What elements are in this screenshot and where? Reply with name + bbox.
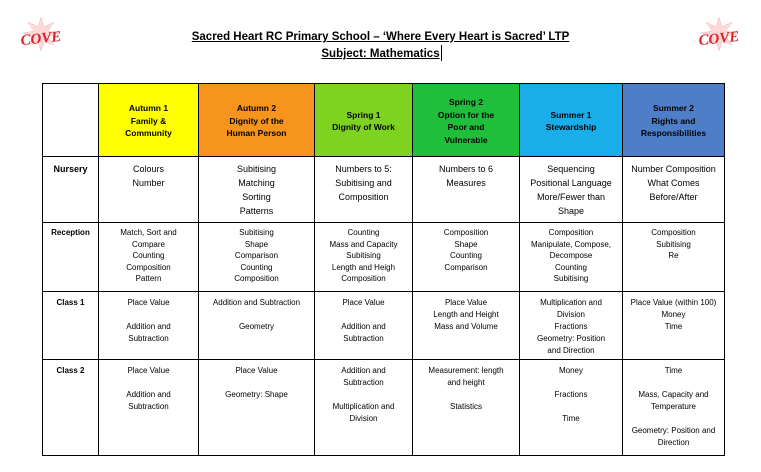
- cell-line: Addition and Subtraction: [212, 298, 301, 307]
- term-header-line: Human Person: [226, 128, 287, 139]
- term-header-line: Vulnerable: [444, 134, 488, 145]
- cell-line: Compare: [132, 239, 165, 249]
- row-label-class1: Class 1: [43, 292, 99, 360]
- document-header: [0, 29, 761, 63]
- term-header-line: Community: [125, 128, 172, 139]
- cell-line: Subitising and: [335, 178, 392, 188]
- ltp-table: [42, 83, 725, 456]
- cell-line: Subitising: [553, 274, 589, 283]
- cell-line: Temperature: [651, 402, 696, 411]
- row-label-nursery: Nursery: [43, 157, 99, 223]
- cell-line: Colours: [132, 164, 164, 174]
- document-title: Sacred Heart RC Primary School – ‘Where Every Heart is Sacred’ LTP: [191, 31, 570, 43]
- cell-class2-summer2: [623, 360, 725, 456]
- cell-class1-autumn1: [99, 292, 199, 360]
- cell-line: Geometry: Position: [536, 334, 606, 343]
- cell-line: Decompose: [549, 251, 593, 260]
- term-header-summer1: [520, 84, 623, 157]
- cell-line: Multiplication and: [332, 402, 395, 411]
- cell-line: Counting: [347, 228, 380, 237]
- cell-line: Shape: [244, 239, 269, 249]
- cell-line: Addition and: [341, 366, 386, 375]
- cell-class1-summer2: [623, 292, 725, 360]
- cell-line: Counting: [554, 262, 588, 272]
- cell-line: Subtraction: [343, 378, 384, 387]
- term-header-line: Poor and: [447, 122, 485, 132]
- cell-line: Time: [562, 414, 580, 423]
- cell-line: Place Value: [127, 298, 170, 307]
- cell-line: [318, 309, 409, 321]
- corner-cell: [43, 84, 99, 157]
- cell-line: Direction: [657, 438, 690, 447]
- cell-line: What Comes: [647, 178, 700, 188]
- cell-line: Place Value: [444, 298, 488, 307]
- cell-line: Counting: [132, 251, 165, 260]
- term-header-line: Stewardship: [545, 122, 597, 132]
- cell-line: Length and Heigh: [331, 262, 396, 272]
- row-reception: [43, 223, 725, 292]
- cell-line: Comparison: [234, 251, 279, 260]
- cell-reception-autumn2: [199, 223, 315, 292]
- term-header-line: Spring 2: [448, 97, 483, 107]
- cell-line: Addition and: [341, 322, 386, 331]
- term-header-autumn2: [199, 84, 315, 157]
- cell-line: Shape: [557, 206, 585, 216]
- cell-line: and Direction: [547, 346, 595, 355]
- cell-line: [102, 377, 195, 389]
- cell-line: Subitising: [346, 251, 381, 260]
- cell-line: Before/After: [649, 192, 698, 202]
- row-class1: [43, 292, 725, 360]
- cell-line: Re: [668, 251, 679, 260]
- cell-line: [626, 377, 721, 389]
- document-subject: Subject: Mathematics: [321, 48, 440, 60]
- term-header-line: Summer 2: [652, 103, 695, 114]
- cell-line: Time: [664, 322, 683, 331]
- cell-line: [202, 377, 311, 389]
- cell-line: Multiplication and: [540, 298, 602, 307]
- cell-line: [416, 389, 516, 401]
- cove-logo-text: COVE: [19, 28, 63, 50]
- cell-line: Composition: [651, 228, 696, 237]
- cell-line: and height: [447, 378, 485, 387]
- cell-line: Fractions: [554, 322, 588, 331]
- cell-line: Comparison: [444, 262, 488, 272]
- cell-nursery-autumn2: [199, 157, 315, 223]
- term-header-line: Dignity of Work: [332, 122, 395, 132]
- cell-line: Composition: [443, 228, 489, 237]
- text-cursor: [441, 45, 442, 61]
- term-header-line: Autumn 1: [128, 103, 169, 114]
- cell-reception-spring1: [315, 223, 413, 292]
- cell-line: Measurement: length: [428, 366, 504, 375]
- cell-line: Mass and Capacity: [329, 239, 398, 249]
- cell-line: Place Value (within 100): [630, 298, 717, 307]
- row-nursery: [43, 157, 725, 223]
- cell-reception-summer2: [623, 223, 725, 292]
- cell-line: Numbers to 5:: [335, 164, 392, 174]
- cell-line: [626, 413, 721, 425]
- cell-line: Geometry: [238, 322, 275, 331]
- cell-line: [102, 309, 195, 321]
- cell-line: Composition: [548, 228, 594, 237]
- cell-nursery-spring2: [413, 157, 520, 223]
- cell-reception-spring2: [413, 223, 520, 292]
- cell-line: Division: [349, 414, 378, 423]
- cell-line: Composition: [341, 274, 386, 283]
- cell-class2-autumn1: [99, 360, 199, 456]
- row-label-class2: Class 2: [43, 360, 99, 456]
- cell-nursery-autumn1: [99, 157, 199, 223]
- cell-line: Patterns: [239, 206, 274, 216]
- cell-line: Subtraction: [128, 334, 169, 343]
- cell-line: Composition: [126, 262, 171, 272]
- cell-line: Number: [132, 178, 165, 188]
- cell-line: Place Value: [127, 366, 170, 375]
- term-header-spring1: [315, 84, 413, 157]
- cell-line: Composition: [338, 192, 389, 202]
- term-header-line: Rights and: [651, 115, 696, 126]
- cell-class1-summer1: [520, 292, 623, 360]
- cell-line: Money: [558, 366, 583, 375]
- cell-line: Pattern: [135, 274, 162, 283]
- cell-line: Counting: [240, 262, 273, 272]
- cell-line: Counting: [449, 251, 483, 260]
- cell-line: Manipulate, Compose,: [530, 239, 612, 249]
- cell-line: Addition and: [126, 390, 171, 399]
- term-header-autumn1: [99, 84, 199, 157]
- cell-line: Place Value: [342, 298, 385, 307]
- cell-line: [202, 309, 311, 321]
- cell-line: Number Composition: [631, 164, 716, 174]
- cell-class2-autumn2: [199, 360, 315, 456]
- cell-line: Composition: [234, 274, 279, 283]
- cell-line: Division: [556, 310, 585, 319]
- cell-line: Statistics: [449, 402, 482, 411]
- cell-class1-autumn2: [199, 292, 315, 360]
- cell-reception-summer1: [520, 223, 623, 292]
- cell-line: Money: [661, 310, 686, 319]
- row-class2: [43, 360, 725, 456]
- cell-class2-summer1: [520, 360, 623, 456]
- term-header-line: Autumn 2: [236, 103, 277, 114]
- cell-line: Positional Language: [530, 178, 612, 188]
- term-header-line: Spring 1: [346, 109, 381, 120]
- cell-line: Match, Sort and: [120, 228, 177, 237]
- cell-line: Shape: [454, 239, 478, 249]
- cell-nursery-spring1: [315, 157, 413, 223]
- cell-line: Length and Height: [433, 310, 499, 319]
- cell-nursery-summer1: [520, 157, 623, 223]
- cell-class1-spring2: [413, 292, 520, 360]
- cell-nursery-summer2: [623, 157, 725, 223]
- cell-line: Place Value: [235, 366, 278, 375]
- term-header-line: Dignity of the: [229, 115, 284, 126]
- cell-line: Geometry: Position and: [631, 426, 716, 435]
- term-header-spring2: [413, 84, 520, 157]
- term-header-line: Summer 1: [550, 109, 592, 120]
- cell-line: Numbers to 6: [438, 164, 494, 174]
- cove-logo-text: COVE: [697, 28, 741, 50]
- cell-line: Time: [664, 366, 683, 375]
- cell-line: Subtraction: [128, 402, 169, 411]
- term-header-line: Responsibilities: [640, 128, 707, 139]
- cell-line: Subtraction: [343, 334, 384, 343]
- cell-line: Fractions: [554, 390, 588, 399]
- cell-reception-autumn1: [99, 223, 199, 292]
- cell-line: [523, 377, 619, 389]
- term-header-summer2: [623, 84, 725, 157]
- cell-line: Subitising: [239, 228, 274, 237]
- cell-line: Mass, Capacity and: [638, 390, 709, 399]
- term-header-line: Option for the: [437, 109, 495, 120]
- cell-class2-spring1: [315, 360, 413, 456]
- cell-line: [318, 389, 409, 401]
- cell-line: Subitising: [656, 239, 691, 249]
- term-header-row: [43, 84, 725, 157]
- cell-line: Addition and: [126, 322, 171, 331]
- cell-line: Mass and Volume: [434, 322, 498, 331]
- cell-line: Matching: [238, 178, 275, 188]
- cell-class1-spring1: [315, 292, 413, 360]
- cell-line: Subitising: [236, 164, 277, 174]
- cell-line: Geometry: Shape: [225, 390, 288, 399]
- term-header-line: Family &: [130, 115, 167, 126]
- cell-line: Sequencing: [547, 164, 595, 174]
- cell-line: More/Fewer than: [536, 192, 606, 202]
- cell-line: Measures: [446, 178, 486, 188]
- cell-line: [523, 401, 619, 413]
- cell-class2-spring2: [413, 360, 520, 456]
- row-label-reception: Reception: [43, 223, 99, 292]
- cell-line: Sorting: [242, 192, 271, 202]
